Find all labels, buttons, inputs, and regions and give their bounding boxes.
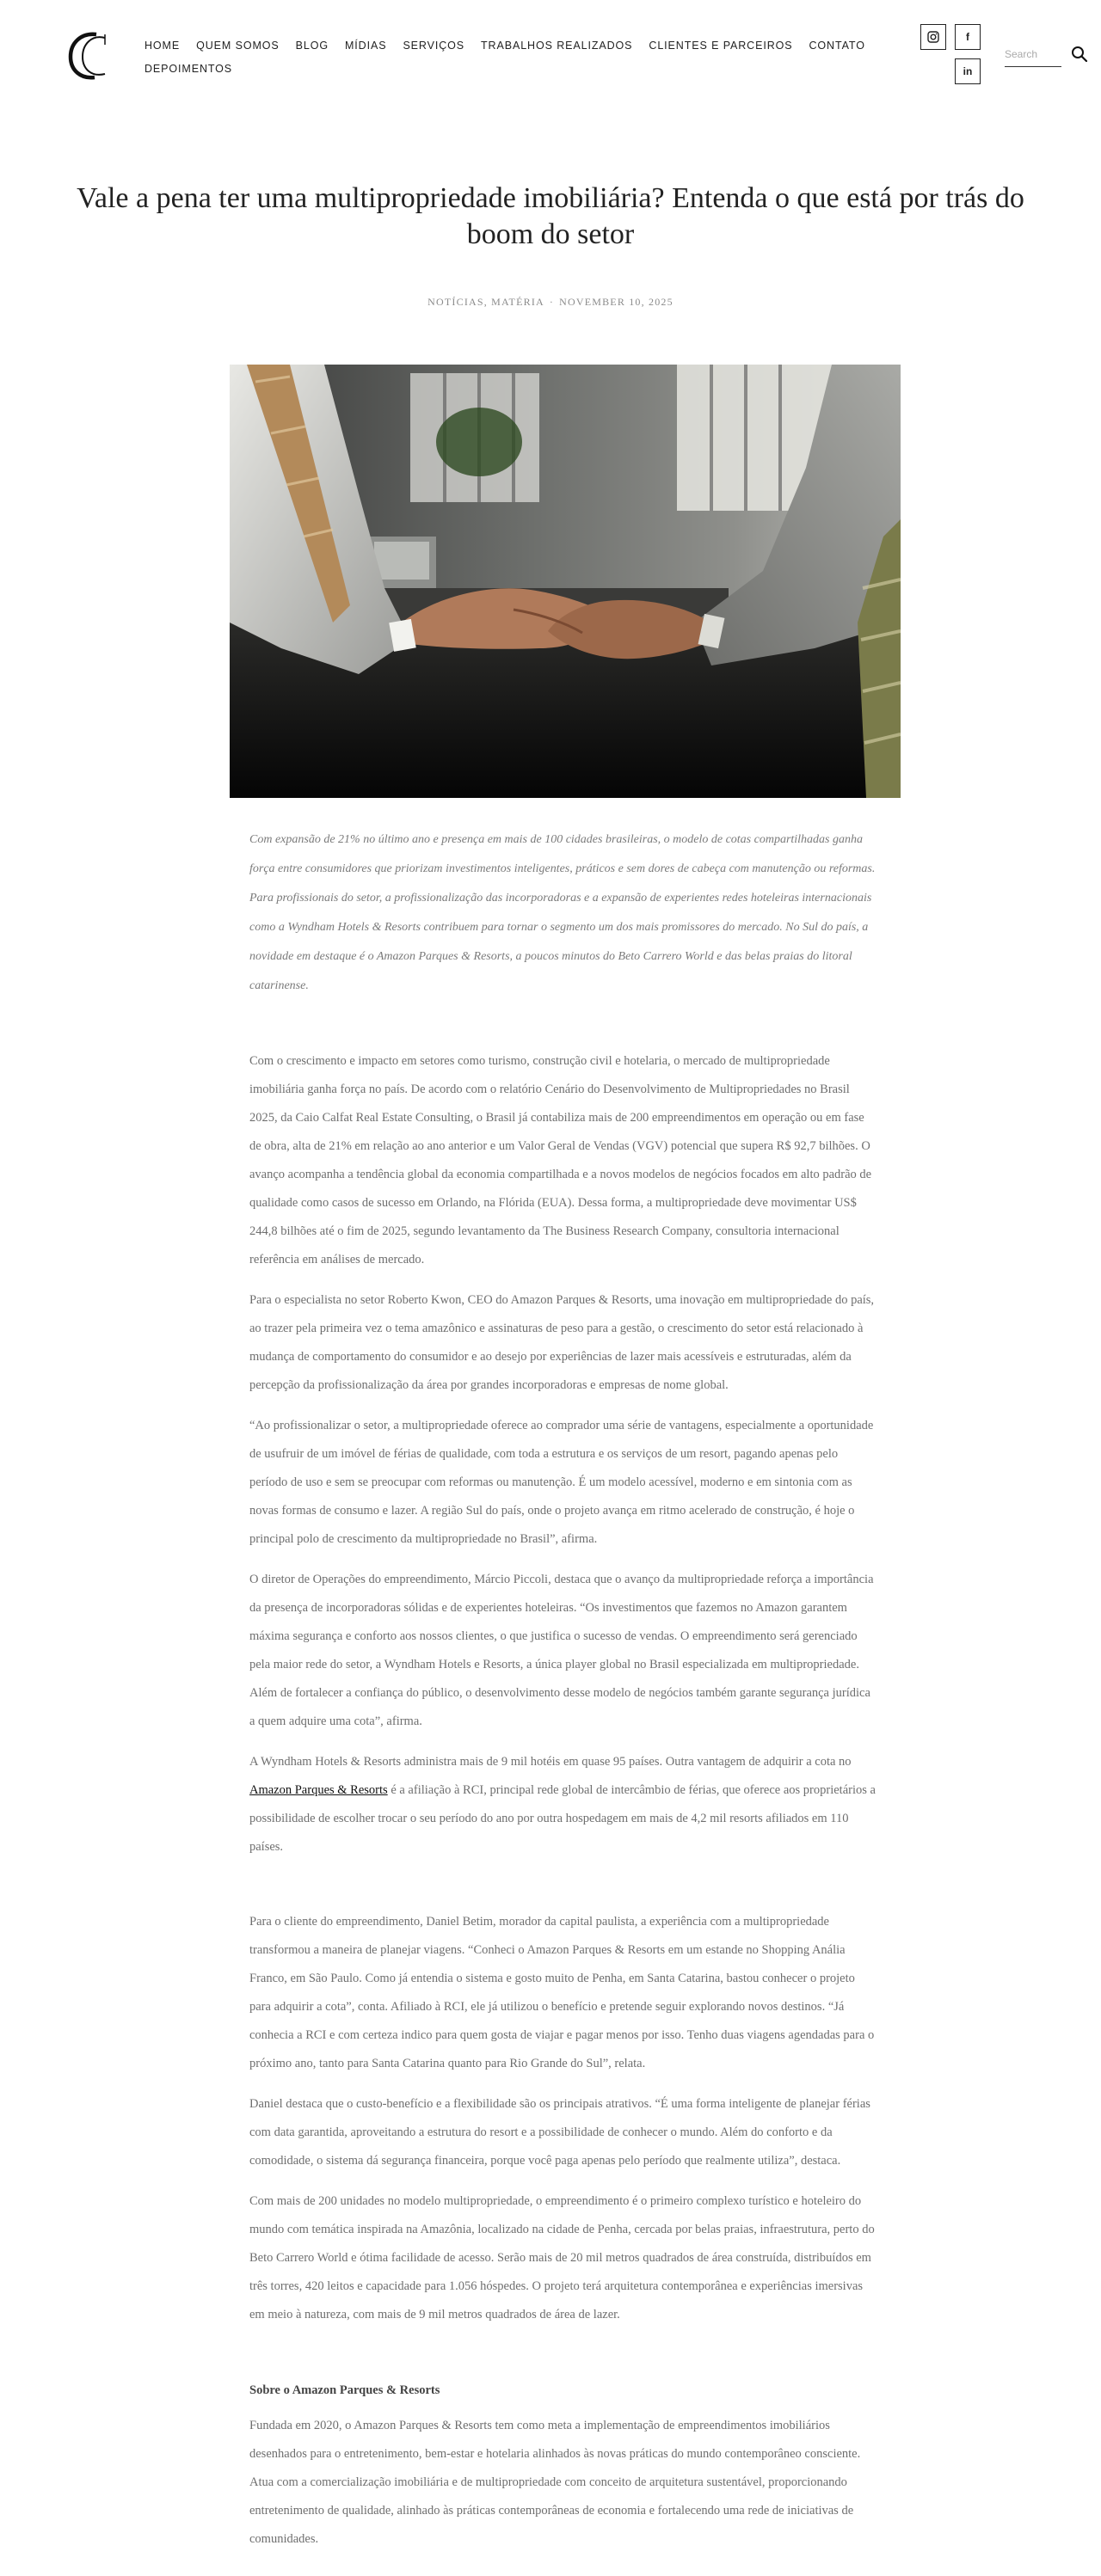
article-paragraph: O diretor de Operações do empreendimento, Márcio Piccoli, destaca que o avanço da multipropriedade reforça a importância da presença de incorporadoras sólidas e de experientes hoteleiras. “Os investimentos que fazemos no Amazon garantem máxima segurança e conforto aos nossos clientes, o que justifica o sucesso de vendas. O empreendimento será gerenciado pela maior rede do setor, a Wyndham Hotels e Resorts, a única player global no Brasil especializada em multipropriedade. Além de fortalecer a confiança do público, o desenvolvimento desse modelo de negócios também garante segurança jurídica a quem adquire uma cota”, afirma. <box>249 1573 874 1728</box>
article-paragraph: Para o cliente do empreendimento, Daniel Betim, morador da capital paulista, a experiência com a multipropriedade transformou a maneira de planejar viagens. “Conheci o Amazon Parques & Resorts em um estande no Shopping Anália Franco, em São Paulo. Como já entendia o sistema e gosto muito de Penha, em Santa Catarina, bastou conhecer o projeto para adquirir a cota”, conta. Afiliado à RCI, ele já utilizou o benefício e pretende seguir explorando novos destinos. “Já conhecia a RCI e com certeza indico para quem gosta de viajar e pagar menos por isso. Tenho duas viagens agendadas para o próximo ano, tanto para Santa Catarina quanto para Rio Grande do Sul”, relata. <box>249 1915 875 2070</box>
nav-clientes-e-parceiros[interactable]: CLIENTES E PARCEIROS <box>649 40 793 52</box>
amazon-parques-link[interactable]: Amazon Parques & Resorts <box>249 1783 388 1797</box>
paragraph-text: é a afiliação à RCI, principal rede global de intercâmbio de férias, que oferece aos proprietários a possibilidade de escolher trocar o seu período do ano por outra hospedagem em mais de 4,2 mil resorts afiliados em 110 países. <box>249 1783 876 1854</box>
site-header <box>0 0 1101 103</box>
nav-servicos[interactable]: SERVIÇOS <box>403 40 465 52</box>
article-paragraph: Com mais de 200 unidades no modelo multipropriedade, o empreendimento é o primeiro complexo turístico e hoteleiro do mundo com temática inspirada na Amazônia, localizado na cidade de Penha, cercada por belas praias, infraestrutura, perto do Beto Carrero World e ótima facilidade de acesso. Serão mais de 20 mil metros quadrados de área construída, distribuídos em três torres, 420 leitos e capacidade para 1.056 hóspedes. O projeto terá arquitetura contemporânea e experiências imersivas em meio à natureza, com mais de 9 mil metros quadrados de área de lazer. <box>249 2194 875 2321</box>
article-paragraph <box>249 1748 877 1861</box>
article-paragraph: Daniel destaca que o custo-benefício e a flexibilidade são os principais atrativos. “É uma forma inteligente de planejar férias com data garantida, aproveitando a estrutura do resort e a possibilidade de conhecer o mundo. Além do conforto e da comodidade, o sistema dá segurança financeira, porque você paga apenas pelo período que realmente utiliza”, destaca. <box>249 2097 870 2168</box>
hero-image <box>230 365 901 798</box>
article-paragraph: Fundada em 2020, o Amazon Parques & Resorts tem como meta a implementação de empreendimentos imobiliários desenhados para o entretenimento, bem-estar e hotelaria alinhados às novas práticas do mundo contemporâneo consciente. Atua com a comercialização imobiliária e de multipropriedade com conceito de arquitetura sustentável, proporcionando entretenimento de qualidade, alinhado às práticas contemporâneas de economia e fortalecendo uma rede de iniciativas de comunidades. <box>249 2419 861 2546</box>
linkedin-icon[interactable]: in <box>955 58 981 84</box>
nav-depoimentos[interactable]: DEPOIMENTOS <box>145 63 233 75</box>
article-paragraph: Para o especialista no setor Roberto Kwon, CEO do Amazon Parques & Resorts, uma inovação em multipropriedade do país, ao trazer pela primeira vez o tema amazônico e assinaturas de peso para a gestão, o crescimento do setor está relacionado à mudança de comportamento do consumidor e ao desejo por experiências de lazer mais acessíveis e estruturadas, além da percepção da profissionalização da área por grandes incorporadoras e empresas de nome global. <box>249 1293 875 1392</box>
article-paragraph: Com o crescimento e impacto em setores como turismo, construção civil e hotelaria, o mercado de multipropriedade imobiliária ganha força no país. De acordo com o relatório Cenário do Desenvolvimento de Multipropriedades no Brasil 2025, da Caio Calfat Real Estate Consulting, o Brasil já contabiliza mais de 200 empreendimentos em operação ou em fase de obra, alta de 21% em relação ao ano anterior e um Valor Geral de Vendas (VGV) potencial que supera R$ 92,7 bilhões. O avanço acompanha a tendência global da economia compartilhada e a novos modelos de negócios focados em alto padrão de qualidade como casos de sucesso em Orlando, na Flórida (EUA). Dessa forma, a multipropriedade deve movimentar US$ 244,8 bilhões até o fim de 2025, segundo levantamento da The Business Research Company, consultoria internacional referência em análises de mercado. <box>249 1054 872 1267</box>
nav-midias[interactable]: MÍDIAS <box>344 40 387 52</box>
search-icon[interactable] <box>1070 45 1089 64</box>
nav-trabalhos-realizados[interactable]: TRABALHOS REALIZADOS <box>481 40 633 52</box>
article-body <box>249 825 877 2566</box>
post-date: NOVEMBER 10, 2025 <box>559 296 674 308</box>
about-heading: Sobre o Amazon Parques & Resorts <box>249 2383 440 2397</box>
nav-contato[interactable]: CONTATO <box>809 40 865 52</box>
post-categories[interactable]: NOTÍCIAS, MATÉRIA <box>427 296 544 308</box>
article-lead: Com expansão de 21% no último ano e presença em mais de 100 cidades brasileiras, o modelo de cotas compartilhadas ganha força entre consumidores que priorizam investimentos inteligentes, práticos e sem dores de cabeça com manutenção ou reformas. Para profissionais do setor, a profissionalização das incorporadoras e a expansão de experientes redes hoteleiras internacionais como a Wyndham Hotels & Resorts contribuem para tornar o segmento um dos mais promissores do mercado. No Sul do país, a novidade em destaque é o Amazon Parques & Resorts, a poucos minutos do Beto Carrero World e das belas praias do litoral catarinense. <box>249 833 876 992</box>
article-paragraph: “Ao profissionalizar o setor, a multipropriedade oferece ao comprador uma série de vantagens, especialmente a oportunidade de usufruir de um imóvel de férias de qualidade, com toda a estrutura e os serviços de um resort, pagando apenas pelo período de uso e sem se preocupar com reformas ou manutenção. É um modelo acessível, moderno e em sintonia com as novas formas de consumo e lazer. A região Sul do país, onde o projeto avança em ritmo acelerado de construção, é hoje o principal polo de crescimento da multipropriedade no Brasil”, afirma. <box>249 1419 874 1546</box>
nav-home[interactable]: HOME <box>145 40 181 52</box>
search-input[interactable] <box>1005 41 1061 67</box>
search-form <box>1005 41 1087 67</box>
nav-quem-somos[interactable]: QUEM SOMOS <box>196 40 280 52</box>
post-meta <box>0 296 1101 309</box>
instagram-icon[interactable] <box>920 24 946 50</box>
main-nav <box>145 34 884 81</box>
meta-separator: · <box>549 296 555 308</box>
paragraph-text: A Wyndham Hotels & Resorts administra mais de 9 mil hotéis em quase 95 países. Outra vantagem de adquirir a cota no <box>249 1755 852 1769</box>
site-logo[interactable] <box>65 29 114 83</box>
post-title: Vale a pena ter uma multipropriedade imobiliária? Entenda o que está por trás do boom do setor <box>77 182 1024 250</box>
facebook-icon[interactable]: f <box>955 24 981 50</box>
nav-blog[interactable]: BLOG <box>295 40 329 52</box>
social-links <box>920 24 989 93</box>
